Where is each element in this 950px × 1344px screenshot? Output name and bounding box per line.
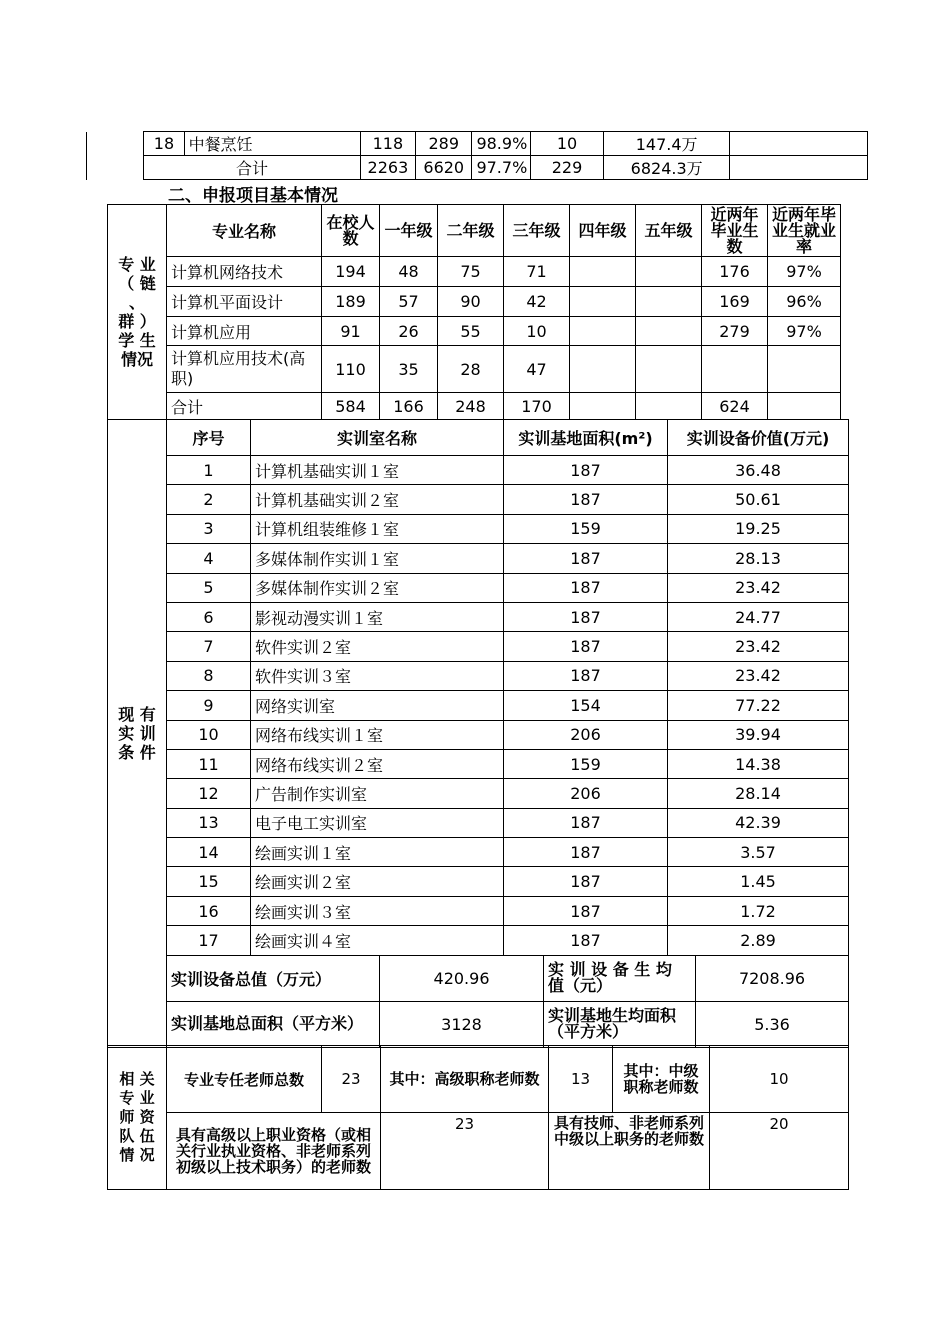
side-label-labs: 现 有 实 训 条 件	[108, 420, 167, 1048]
lab-name: 多媒体制作实训１室	[251, 544, 504, 573]
data-cell: 194	[322, 257, 380, 287]
table-row	[108, 602, 849, 631]
table-row	[108, 544, 849, 573]
total-area-label: 实训基地总面积（平方米）	[167, 1001, 380, 1047]
lab-value: 50.61	[668, 485, 849, 514]
section-title: 二、申报项目基本情况	[168, 186, 338, 206]
lab-seq: 2	[167, 485, 251, 514]
data-cell: 91	[322, 317, 380, 346]
lab-value: 2.89	[668, 926, 849, 955]
data-cell: 170	[504, 393, 570, 420]
teachers-table	[107, 1045, 849, 1190]
lab-name: 计算机组装维修１室	[251, 514, 504, 543]
lab-name: 绘画实训２室	[251, 867, 504, 896]
summary-row	[108, 1001, 849, 1047]
lab-value: 23.42	[668, 661, 849, 690]
data-cell	[768, 393, 841, 420]
blank-cell	[87, 156, 144, 180]
data-cell	[636, 346, 702, 393]
lab-name: 软件实训３室	[251, 661, 504, 690]
header-employment-rate: 近两年毕业生就业率	[768, 205, 841, 257]
data-cell: 97%	[768, 257, 841, 287]
data-cell: 90	[438, 287, 504, 317]
blank-cell	[730, 156, 868, 180]
lab-value: 77.22	[668, 691, 849, 720]
lab-name: 网络布线实训２室	[251, 749, 504, 778]
lab-area: 187	[504, 661, 668, 690]
lab-value: 28.14	[668, 779, 849, 808]
lab-area: 187	[504, 456, 668, 485]
table-row	[108, 779, 849, 808]
data-cell: 97%	[768, 317, 841, 346]
header-grade1: 一年级	[380, 205, 438, 257]
lab-name: 多媒体制作实训２室	[251, 573, 504, 602]
header-lab-area: 实训基地面积(m²)	[504, 420, 668, 456]
data-cell: 75	[438, 257, 504, 287]
table-row	[108, 691, 849, 720]
technician-label: 具有技师、非老师系列中级以上职务的老师数	[549, 1113, 710, 1190]
lab-name: 绘画实训３室	[251, 896, 504, 925]
lab-seq: 11	[167, 749, 251, 778]
lab-seq: 3	[167, 514, 251, 543]
table-row	[108, 573, 849, 602]
full-time-label: 专业专任老师总数	[167, 1046, 322, 1113]
lab-seq: 9	[167, 691, 251, 720]
lab-seq: 17	[167, 926, 251, 955]
qualified-count: 23	[381, 1113, 549, 1190]
data-cell: 189	[322, 287, 380, 317]
mid-count: 10	[710, 1046, 849, 1113]
lab-area: 159	[504, 514, 668, 543]
table-row	[108, 661, 849, 690]
senior-label: 其中：高级职称老师数	[381, 1046, 549, 1113]
lab-seq: 8	[167, 661, 251, 690]
lab-name: 计算机基础实训２室	[251, 485, 504, 514]
header-grade4: 四年级	[570, 205, 636, 257]
majors-table	[107, 204, 841, 420]
lab-name: 绘画实训１室	[251, 838, 504, 867]
header-lab-name: 实训室名称	[251, 420, 504, 456]
header-seq: 序号	[167, 420, 251, 456]
lab-value: 42.39	[668, 808, 849, 837]
lab-seq: 6	[167, 602, 251, 631]
table-row	[108, 514, 849, 543]
data-cell: 48	[380, 257, 438, 287]
side-label-majors: 专 业 （ 链 、 群 ） 学 生 情况	[108, 205, 167, 420]
lab-seq: 4	[167, 544, 251, 573]
table-row	[108, 1046, 849, 1113]
lab-value: 24.77	[668, 602, 849, 631]
header-major-name: 专业名称	[167, 205, 322, 257]
header-graduates: 近两年毕业生数	[702, 205, 768, 257]
lab-value: 23.42	[668, 573, 849, 602]
per-student-value-label: 实 训 设 备 生 均 值（元）	[544, 955, 696, 1001]
major-name: 中餐烹饪	[184, 132, 360, 156]
data-cell: 96%	[768, 287, 841, 317]
lab-seq: 10	[167, 720, 251, 749]
header-grade2: 二年级	[438, 205, 504, 257]
data-cell	[636, 257, 702, 287]
lab-value: 28.13	[668, 544, 849, 573]
table-row	[108, 867, 849, 896]
data-cell	[636, 317, 702, 346]
major-name: 计算机平面设计	[167, 287, 322, 317]
data-cell	[570, 393, 636, 420]
lab-seq: 15	[167, 867, 251, 896]
lab-area: 187	[504, 896, 668, 925]
count-cell: 289	[416, 132, 472, 156]
lab-area: 187	[504, 573, 668, 602]
lab-area: 206	[504, 720, 668, 749]
major-name: 计算机应用	[167, 317, 322, 346]
table-row	[108, 393, 841, 420]
data-cell: 584	[322, 393, 380, 420]
table-row	[108, 838, 849, 867]
amount-cell: 6824.3万	[604, 156, 730, 180]
table-row	[108, 926, 849, 955]
technician-count: 20	[710, 1113, 849, 1190]
table-row	[108, 632, 849, 661]
header-row	[108, 205, 841, 257]
lab-value: 39.94	[668, 720, 849, 749]
header-grade5: 五年级	[636, 205, 702, 257]
table-row	[108, 808, 849, 837]
table-row	[108, 317, 841, 346]
rate-cell: 98.9%	[472, 132, 530, 156]
data-cell: 71	[504, 257, 570, 287]
total-value: 420.96	[380, 955, 544, 1001]
per-student-area-label: 实训基地生均面积（平方米）	[544, 1001, 696, 1047]
table-row	[108, 1113, 849, 1190]
header-row	[108, 420, 849, 456]
data-cell: 57	[380, 287, 438, 317]
lab-area: 154	[504, 691, 668, 720]
data-cell: 169	[702, 287, 768, 317]
lab-value: 1.72	[668, 896, 849, 925]
amount-cell: 147.4万	[604, 132, 730, 156]
header-grade3: 三年级	[504, 205, 570, 257]
lab-name: 计算机基础实训１室	[251, 456, 504, 485]
summary-row	[108, 955, 849, 1001]
lab-value: 36.48	[668, 456, 849, 485]
lab-seq: 7	[167, 632, 251, 661]
table-row	[108, 456, 849, 485]
total-label: 合计	[167, 393, 322, 420]
data-cell	[570, 317, 636, 346]
top-continuation-table	[86, 131, 868, 180]
lab-name: 网络布线实训１室	[251, 720, 504, 749]
total-value-label: 实训设备总值（万元）	[167, 955, 380, 1001]
data-cell: 47	[504, 346, 570, 393]
lab-area: 187	[504, 485, 668, 514]
lab-seq: 12	[167, 779, 251, 808]
lab-area: 187	[504, 838, 668, 867]
full-time-count: 23	[322, 1046, 381, 1113]
header-enrolled: 在校人数	[322, 205, 380, 257]
students-cell: 2263	[360, 156, 415, 180]
table-row	[108, 257, 841, 287]
lab-name: 广告制作实训室	[251, 779, 504, 808]
table-row	[87, 156, 868, 180]
data-cell	[570, 346, 636, 393]
lab-value: 1.45	[668, 867, 849, 896]
total-label: 合计	[144, 156, 360, 180]
students-cell: 118	[360, 132, 415, 156]
data-cell: 10	[504, 317, 570, 346]
data-cell: 110	[322, 346, 380, 393]
lab-area: 206	[504, 779, 668, 808]
data-cell	[636, 287, 702, 317]
table-row	[108, 485, 849, 514]
data-cell: 42	[504, 287, 570, 317]
data-cell: 176	[702, 257, 768, 287]
data-cell	[768, 346, 841, 393]
lab-name: 电子电工实训室	[251, 808, 504, 837]
table-row	[108, 346, 841, 393]
count-cell: 10	[530, 132, 603, 156]
data-cell: 35	[380, 346, 438, 393]
blank-cell	[87, 132, 144, 156]
major-name: 计算机应用技术(高职)	[167, 346, 322, 393]
data-cell: 624	[702, 393, 768, 420]
lab-area: 187	[504, 867, 668, 896]
data-cell: 55	[438, 317, 504, 346]
lab-value: 23.42	[668, 632, 849, 661]
header-equipment-value: 实训设备价值(万元)	[668, 420, 849, 456]
data-cell	[570, 257, 636, 287]
lab-area: 187	[504, 926, 668, 955]
mid-label: 其中：中级职称老师数	[613, 1046, 710, 1113]
lab-value: 3.57	[668, 838, 849, 867]
data-cell	[702, 346, 768, 393]
data-cell: 248	[438, 393, 504, 420]
rate-cell: 97.7%	[472, 156, 530, 180]
table-row	[108, 896, 849, 925]
labs-table	[107, 419, 849, 1048]
lab-name: 影视动漫实训１室	[251, 602, 504, 631]
lab-seq: 1	[167, 456, 251, 485]
data-cell	[636, 393, 702, 420]
lab-seq: 13	[167, 808, 251, 837]
lab-area: 159	[504, 749, 668, 778]
data-cell: 279	[702, 317, 768, 346]
row-number: 18	[144, 132, 184, 156]
total-area: 3128	[380, 1001, 544, 1047]
lab-value: 19.25	[668, 514, 849, 543]
per-student-area: 5.36	[696, 1001, 849, 1047]
per-student-value: 7208.96	[696, 955, 849, 1001]
table-row	[87, 132, 868, 156]
lab-area: 187	[504, 632, 668, 661]
qualified-label: 具有高级以上职业资格（或相关行业执业资格、非老师系列初级以上技术职务）的老师数	[167, 1113, 381, 1190]
lab-seq: 14	[167, 838, 251, 867]
lab-name: 绘画实训４室	[251, 926, 504, 955]
lab-seq: 5	[167, 573, 251, 602]
data-cell: 28	[438, 346, 504, 393]
table-row	[108, 720, 849, 749]
side-label-teachers: 相 关 专 业 师 资 队 伍 情 况	[108, 1046, 167, 1190]
lab-name: 软件实训２室	[251, 632, 504, 661]
table-row	[108, 287, 841, 317]
data-cell: 166	[380, 393, 438, 420]
lab-area: 187	[504, 808, 668, 837]
lab-area: 187	[504, 602, 668, 631]
lab-area: 187	[504, 544, 668, 573]
lab-seq: 16	[167, 896, 251, 925]
count-cell: 6620	[416, 156, 472, 180]
lab-name: 网络实训室	[251, 691, 504, 720]
count-cell: 229	[530, 156, 603, 180]
major-name: 计算机网络技术	[167, 257, 322, 287]
data-cell	[570, 287, 636, 317]
data-cell: 26	[380, 317, 438, 346]
senior-count: 13	[549, 1046, 613, 1113]
blank-cell	[730, 132, 868, 156]
table-row	[108, 749, 849, 778]
lab-value: 14.38	[668, 749, 849, 778]
